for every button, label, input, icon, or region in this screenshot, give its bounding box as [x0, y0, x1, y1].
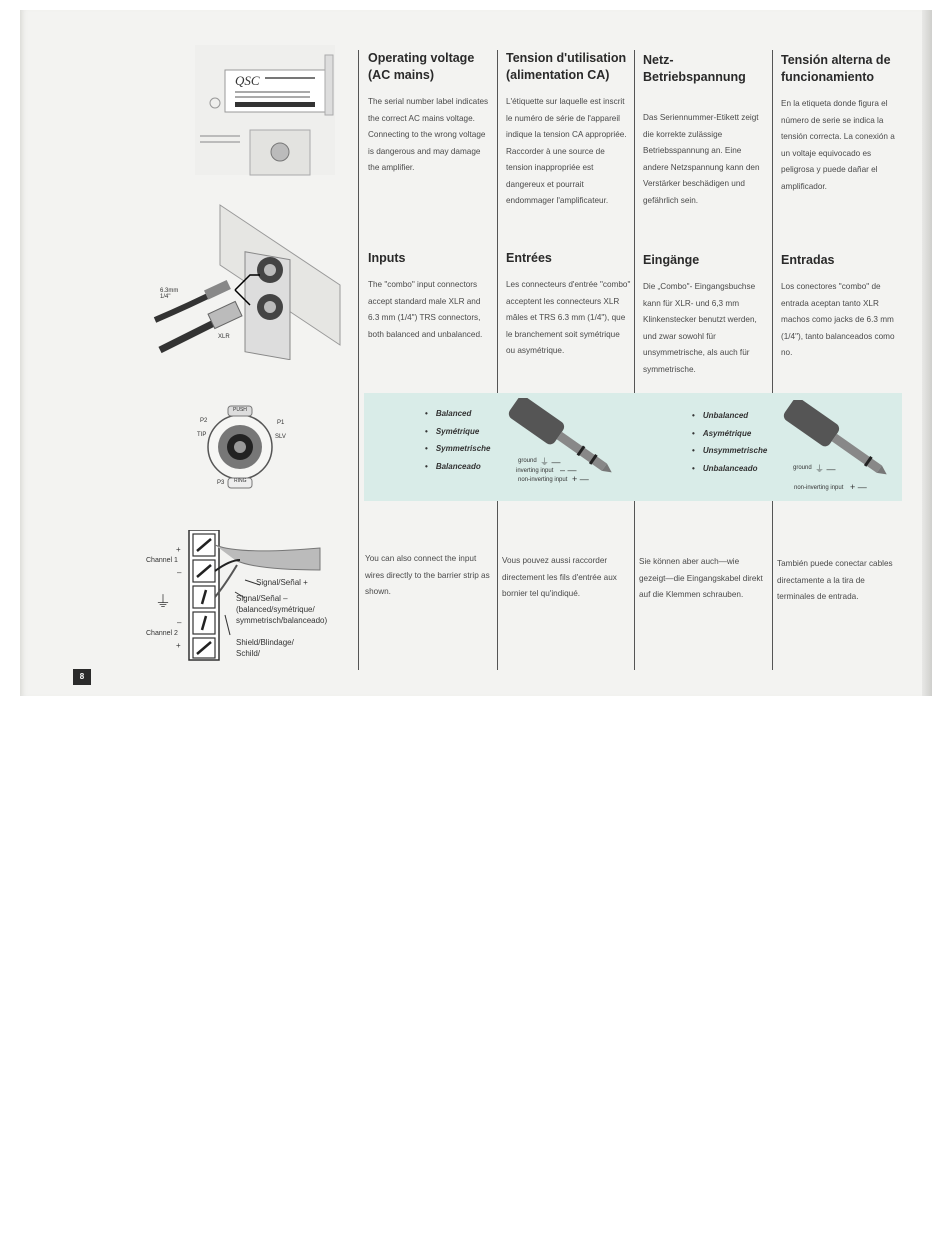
ground-label: ground	[518, 458, 537, 464]
svg-text:QSC: QSC	[235, 73, 260, 88]
signal-minus-label-3: symmetrisch/balanceado)	[236, 616, 328, 625]
combo-slv-label: SLV	[275, 434, 286, 440]
noninverting-label: non-inverting input	[518, 477, 568, 483]
section-text: También puede conectar cables directamente a la tira de terminales de entrada.	[777, 559, 893, 601]
section-text: Die „Combo"- Eingangsbuchse kann für XLR- und 6,3 mm Klinkenstecker benutzt werden, und zwar sowohl für unsymmetrische, als auch für symmetrische.	[643, 282, 757, 374]
inputs-en	[368, 250, 493, 343]
list-item: • Unsymmetrische	[692, 442, 767, 460]
combo-p1-label: P1	[277, 420, 285, 426]
section-text: Les connecteurs d'entrée "combo" acceptent les connecteurs XLR mâles et TRS 6.3 mm (1/4"), que le branchement soit symétrique ou asymétrique.	[506, 280, 631, 355]
serial-label-illustration	[195, 45, 345, 180]
voltage-fr	[506, 50, 631, 210]
minus-symbol: – —	[560, 465, 577, 475]
ts-plug-illustration	[780, 400, 910, 495]
column-rule-4	[772, 50, 773, 670]
barrier-de	[639, 554, 764, 604]
shield-label-2: Schild/	[236, 649, 261, 658]
barrier-es	[777, 556, 902, 606]
list-item: • Asymétrique	[692, 425, 767, 443]
jack-label: 6.3mm 1/4"	[160, 288, 179, 300]
ground-symbol: ⏚ —	[540, 457, 561, 467]
section-title: Eingänge	[643, 253, 700, 267]
input-connectors-illustration	[150, 195, 350, 360]
plus-symbol-2: + —	[850, 482, 867, 492]
ground-icon: ⏚	[155, 594, 172, 611]
section-title: Entradas	[781, 253, 835, 267]
section-text: Los conectores "combo" de entrada aceptan tanto XLR machos como jacks de 6.3 mm (1/4"), tanto balanceados como no.	[781, 282, 895, 357]
section-text: L'étiquette sur laquelle est inscrit le numéro de série de l'appareil indique la tension CA appropriée. Raccorder à une source de tension inappropriée est dangereux et pourrait endommager l'amplificateur.	[506, 97, 627, 205]
signal-minus-label-2: (balanced/symétrique/	[236, 605, 315, 614]
page-edge	[922, 10, 932, 696]
section-title: Inputs	[368, 251, 406, 265]
list-item: • Balanceado	[425, 458, 491, 476]
voltage-es	[781, 52, 906, 195]
combo-ring-label: RING	[234, 478, 247, 484]
ground-symbol-2: ⏚ —	[815, 464, 836, 474]
minus-terminal-1: –	[177, 568, 182, 577]
inverting-label: inverting input	[516, 468, 554, 474]
combo-push-label: PUSH	[233, 407, 247, 413]
inputs-de	[643, 252, 768, 378]
plus-terminal-2: +	[176, 641, 181, 650]
minus-terminal-2: –	[177, 618, 182, 627]
barrier-en	[365, 551, 490, 601]
barrier-fr	[502, 553, 627, 603]
column-rule-2	[497, 50, 498, 670]
unbalanced-list	[692, 407, 767, 477]
combo-p2-label: P2	[200, 418, 208, 424]
plus-terminal-1: +	[176, 545, 181, 554]
section-title: Entrées	[506, 251, 552, 265]
combo-tip-label: TIP	[197, 432, 207, 438]
list-item: • Unbalanced	[692, 407, 767, 425]
xlr-label: XLR	[218, 334, 230, 340]
page-number: 8	[73, 669, 91, 685]
inputs-es	[781, 252, 906, 362]
voltage-en	[368, 50, 493, 177]
channel2-label: Channel 2	[146, 630, 178, 637]
combo-p3-label: P3	[217, 480, 225, 486]
ground-label-2: ground	[793, 465, 812, 471]
noninverting-label-2: non-inverting input	[794, 485, 844, 491]
section-text: Das Seriennummer-Etikett zeigt die korrekte zulässige Betriebsspannung an. Eine andere Netzspannung kann den Verstärker beschädigen und gefährlich sein.	[643, 113, 760, 205]
plus-symbol: + —	[572, 474, 589, 484]
list-item: • Symétrique	[425, 423, 491, 441]
list-item: • Balanced	[425, 405, 491, 423]
channel1-label: Channel 1	[146, 557, 178, 564]
section-title: Operating voltage (AC mains)	[368, 51, 475, 82]
shield-label: Shield/Blindage/	[236, 638, 294, 647]
inputs-fr	[506, 250, 631, 360]
section-text: The "combo" input connectors accept standard male XLR and 6.3 mm (1/4") TRS connectors, both balanced and unbalanced.	[368, 280, 483, 339]
signal-plus-label: Signal/Señal +	[256, 578, 308, 587]
column-rule-3	[634, 50, 635, 670]
section-text: Sie können aber auch—wie gezeigt—die Eingangskabel direkt auf die Klemmen schrauben.	[639, 557, 763, 599]
section-text: Vous pouvez aussi raccorder directement les fils d'entrée aux bornier tel qu'indiqué.	[502, 556, 617, 598]
voltage-de	[643, 52, 768, 209]
section-text: En la etiqueta donde figura el número de serie se indica la tensión correcta. La conexión a un voltaje equivocado es peligrosa y puede dañar el amplificador.	[781, 99, 895, 191]
section-title: Tensión alterna de funcionamiento	[781, 53, 891, 84]
section-title: Tension d'utilisation (alimentation CA)	[506, 51, 627, 82]
section-text: The serial number label indicates the correct AC mains voltage. Connecting to the wrong voltage is dangerous and may damage the amplifier.	[368, 97, 489, 172]
balanced-list	[425, 405, 491, 475]
list-item: • Unbalanceado	[692, 460, 767, 478]
column-rule-1	[358, 50, 359, 670]
signal-minus-label: Signal/Señal –	[236, 594, 288, 603]
list-item: • Symmetrische	[425, 440, 491, 458]
section-text: You can also connect the input wires directly to the barrier strip as shown.	[365, 554, 490, 596]
section-title: Netz-Betriebspannung	[643, 53, 746, 84]
